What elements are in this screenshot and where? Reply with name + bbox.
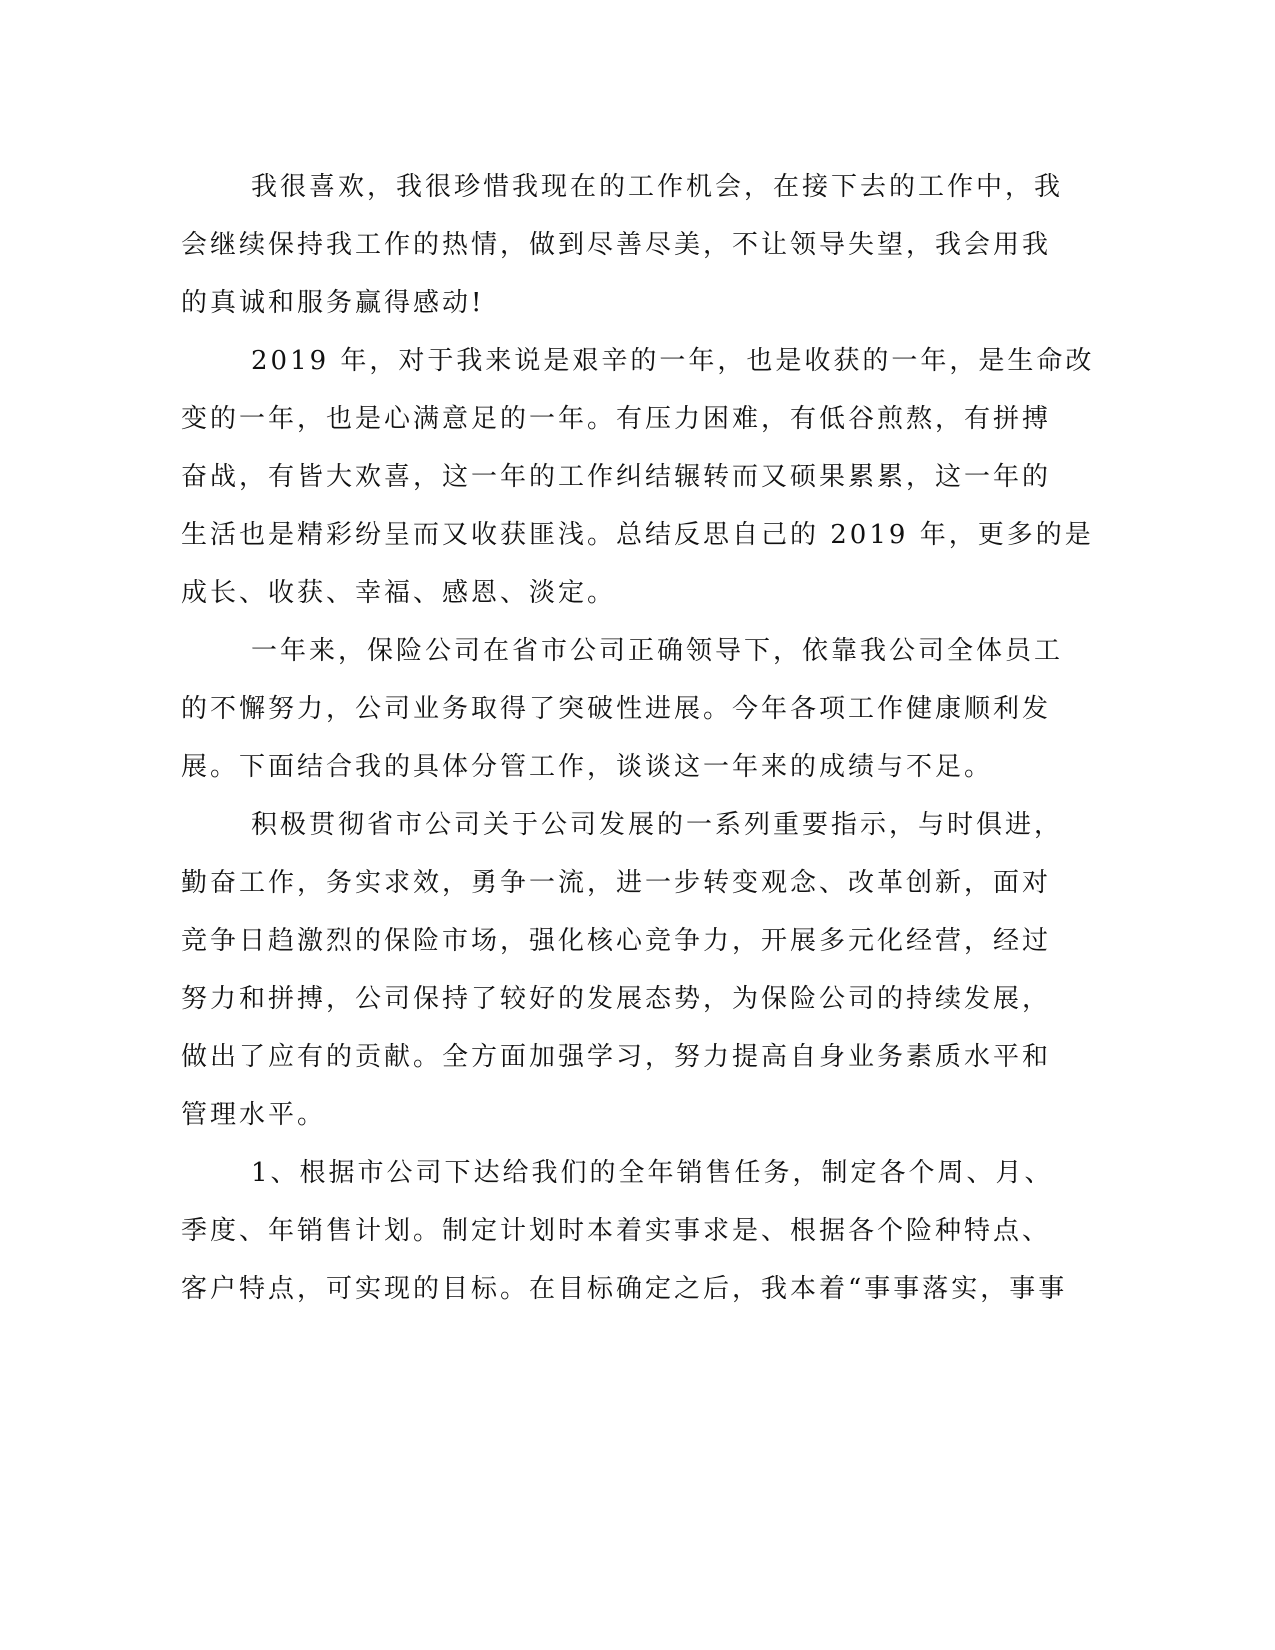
paragraph-line: 做出了应有的贡献。全方面加强学习，努力提高自身业务素质水平和 — [181, 1042, 1052, 1072]
paragraph-5 — [181, 1144, 1068, 1318]
paragraph-line: 积极贯彻省市公司关于公司发展的一系列重要指示，与时俱进， — [251, 810, 1064, 840]
paragraph-line: 一年来，保险公司在省市公司正确领导下，依靠我公司全体员工 — [251, 636, 1064, 666]
paragraph-line: 会继续保持我工作的热情，做到尽善尽美，不让领导失望，我会用我 — [181, 230, 1052, 260]
paragraph-line: 努力和拼搏，公司保持了较好的发展态势，为保险公司的持续发展， — [181, 984, 1052, 1014]
paragraph-line: 展。下面结合我的具体分管工作，谈谈这一年来的成绩与不足。 — [181, 752, 994, 782]
paragraph-line: 竞争日趋激烈的保险市场，强化核心竞争力，开展多元化经营，经过 — [181, 926, 1052, 956]
paragraph-2 — [181, 332, 1095, 622]
paragraph-line: 1、根据市公司下达给我们的全年销售任务，制定各个周、月、 — [251, 1158, 1054, 1188]
paragraph-line: 我很喜欢，我很珍惜我现在的工作机会，在接下去的工作中，我 — [251, 172, 1064, 202]
paragraph-line: 季度、年销售计划。制定计划时本着实事求是、根据各个险种特点、 — [181, 1216, 1052, 1246]
paragraph-line: 的真诚和服务赢得感动! — [181, 288, 485, 318]
paragraph-3 — [181, 622, 1064, 796]
document-body — [181, 158, 1095, 1318]
paragraph-line: 勤奋工作，务实求效，勇争一流，进一步转变观念、改革创新，面对 — [181, 868, 1052, 898]
paragraph-line: 管理水平。 — [181, 1100, 327, 1130]
paragraph-line: 奋战，有皆大欢喜，这一年的工作纠结辗转而又硕果累累，这一年的 — [181, 462, 1052, 492]
paragraph-4 — [181, 796, 1064, 1144]
paragraph-line: 成长、收获、幸福、感恩、淡定。 — [181, 578, 617, 608]
paragraph-line: 的不懈努力，公司业务取得了突破性进展。今年各项工作健康顺利发 — [181, 694, 1052, 724]
paragraph-line: 生活也是精彩纷呈而又收获匪浅。总结反思自己的 2019 年，更多的是 — [181, 520, 1094, 550]
paragraph-line: 变的一年，也是心满意足的一年。有压力困难，有低谷煎熬，有拼搏 — [181, 404, 1052, 434]
paragraph-1 — [181, 158, 1064, 332]
paragraph-line: 2019 年，对于我来说是艰辛的一年，也是收获的一年，是生命改 — [251, 346, 1095, 376]
paragraph-line: 客户特点，可实现的目标。在目标确定之后，我本着“事事落实，事事 — [181, 1274, 1068, 1304]
